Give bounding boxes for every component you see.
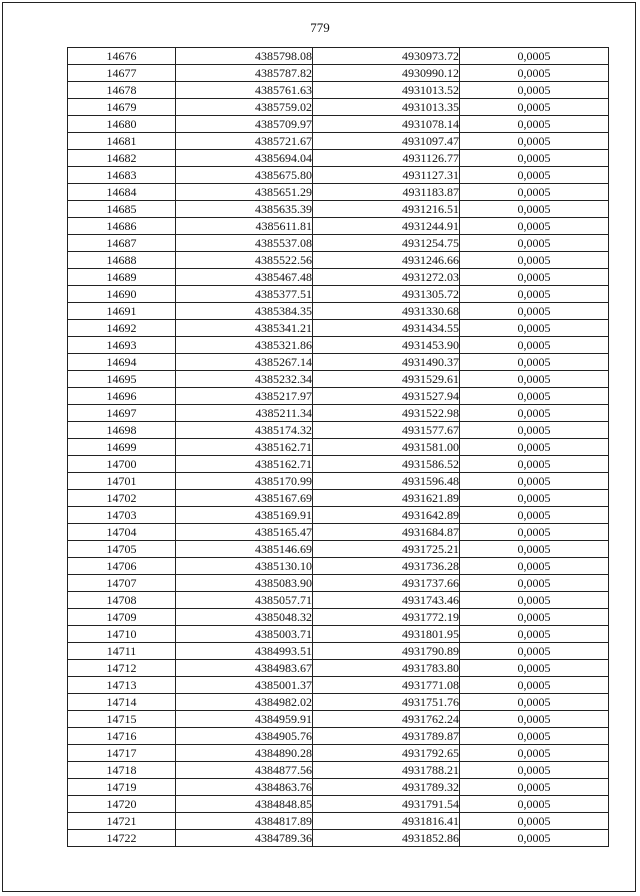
point-id-cell: 14717 (68, 745, 176, 762)
table-row (68, 252, 609, 269)
point-id-cell: 14715 (68, 711, 176, 728)
table-row (68, 201, 609, 218)
tolerance-cell: 0,0005 (460, 524, 609, 541)
y-coordinate-cell: 4931577.67 (313, 422, 460, 439)
x-coordinate-cell: 4385467.48 (176, 269, 313, 286)
x-coordinate-cell: 4385651.29 (176, 184, 313, 201)
point-id-cell: 14714 (68, 694, 176, 711)
y-coordinate-cell: 4930973.72 (313, 48, 460, 65)
tolerance-cell: 0,0005 (460, 677, 609, 694)
table-row (68, 456, 609, 473)
x-coordinate-cell: 4384848.85 (176, 796, 313, 813)
x-coordinate-cell: 4384863.76 (176, 779, 313, 796)
table-row (68, 592, 609, 609)
point-id-cell: 14703 (68, 507, 176, 524)
y-coordinate-cell: 4931737.66 (313, 575, 460, 592)
x-coordinate-cell: 4385341.21 (176, 320, 313, 337)
y-coordinate-cell: 4931751.76 (313, 694, 460, 711)
table-row (68, 694, 609, 711)
table-row (68, 405, 609, 422)
tolerance-cell: 0,0005 (460, 99, 609, 116)
table-row (68, 184, 609, 201)
tolerance-cell: 0,0005 (460, 252, 609, 269)
y-coordinate-cell: 4931183.87 (313, 184, 460, 201)
point-id-cell: 14712 (68, 660, 176, 677)
y-coordinate-cell: 4931725.21 (313, 541, 460, 558)
tolerance-cell: 0,0005 (460, 116, 609, 133)
x-coordinate-cell: 4385146.69 (176, 541, 313, 558)
x-coordinate-cell: 4385377.51 (176, 286, 313, 303)
x-coordinate-cell: 4384789.36 (176, 830, 313, 847)
y-coordinate-cell: 4931527.94 (313, 388, 460, 405)
table-row (68, 507, 609, 524)
tolerance-cell: 0,0005 (460, 473, 609, 490)
tolerance-cell: 0,0005 (460, 626, 609, 643)
point-id-cell: 14711 (68, 643, 176, 660)
tolerance-cell: 0,0005 (460, 728, 609, 745)
y-coordinate-cell: 4931244.91 (313, 218, 460, 235)
table-row (68, 388, 609, 405)
y-coordinate-cell: 4930990.12 (313, 65, 460, 82)
table-row (68, 354, 609, 371)
table-row (68, 643, 609, 660)
tolerance-cell: 0,0005 (460, 167, 609, 184)
tolerance-cell: 0,0005 (460, 82, 609, 99)
tolerance-cell: 0,0005 (460, 405, 609, 422)
x-coordinate-cell: 4385694.04 (176, 150, 313, 167)
table-row (68, 558, 609, 575)
tolerance-cell: 0,0005 (460, 150, 609, 167)
table-row (68, 490, 609, 507)
x-coordinate-cell: 4385167.69 (176, 490, 313, 507)
table-row (68, 133, 609, 150)
tolerance-cell: 0,0005 (460, 337, 609, 354)
x-coordinate-cell: 4384817.89 (176, 813, 313, 830)
x-coordinate-cell: 4385721.67 (176, 133, 313, 150)
table-row (68, 48, 609, 65)
point-id-cell: 14720 (68, 796, 176, 813)
y-coordinate-cell: 4931684.87 (313, 524, 460, 541)
table-row (68, 337, 609, 354)
y-coordinate-cell: 4931789.87 (313, 728, 460, 745)
y-coordinate-cell: 4931013.52 (313, 82, 460, 99)
tolerance-cell: 0,0005 (460, 218, 609, 235)
coordinates-table-body (68, 48, 609, 847)
table-row (68, 728, 609, 745)
y-coordinate-cell: 4931078.14 (313, 116, 460, 133)
y-coordinate-cell: 4931783.80 (313, 660, 460, 677)
y-coordinate-cell: 4931788.21 (313, 762, 460, 779)
point-id-cell: 14709 (68, 609, 176, 626)
x-coordinate-cell: 4385537.08 (176, 235, 313, 252)
tolerance-cell: 0,0005 (460, 48, 609, 65)
x-coordinate-cell: 4385165.47 (176, 524, 313, 541)
point-id-cell: 14689 (68, 269, 176, 286)
x-coordinate-cell: 4385635.39 (176, 201, 313, 218)
tolerance-cell: 0,0005 (460, 354, 609, 371)
y-coordinate-cell: 4931736.28 (313, 558, 460, 575)
y-coordinate-cell: 4931126.77 (313, 150, 460, 167)
x-coordinate-cell: 4385130.10 (176, 558, 313, 575)
point-id-cell: 14719 (68, 779, 176, 796)
point-id-cell: 14702 (68, 490, 176, 507)
tolerance-cell: 0,0005 (460, 422, 609, 439)
table-row (68, 303, 609, 320)
point-id-cell: 14681 (68, 133, 176, 150)
point-id-cell: 14680 (68, 116, 176, 133)
y-coordinate-cell: 4931596.48 (313, 473, 460, 490)
x-coordinate-cell: 4385048.32 (176, 609, 313, 626)
point-id-cell: 14697 (68, 405, 176, 422)
table-row (68, 745, 609, 762)
x-coordinate-cell: 4385384.35 (176, 303, 313, 320)
y-coordinate-cell: 4931272.03 (313, 269, 460, 286)
y-coordinate-cell: 4931097.47 (313, 133, 460, 150)
tolerance-cell: 0,0005 (460, 286, 609, 303)
point-id-cell: 14691 (68, 303, 176, 320)
table-row (68, 575, 609, 592)
x-coordinate-cell: 4385798.08 (176, 48, 313, 65)
x-coordinate-cell: 4385211.34 (176, 405, 313, 422)
point-id-cell: 14713 (68, 677, 176, 694)
table-row (68, 660, 609, 677)
y-coordinate-cell: 4931789.32 (313, 779, 460, 796)
table-row (68, 609, 609, 626)
table-row (68, 235, 609, 252)
x-coordinate-cell: 4385217.97 (176, 388, 313, 405)
x-coordinate-cell: 4385267.14 (176, 354, 313, 371)
y-coordinate-cell: 4931305.72 (313, 286, 460, 303)
x-coordinate-cell: 4385522.56 (176, 252, 313, 269)
table-row (68, 626, 609, 643)
y-coordinate-cell: 4931772.19 (313, 609, 460, 626)
table-row (68, 813, 609, 830)
x-coordinate-cell: 4385001.37 (176, 677, 313, 694)
table-row (68, 711, 609, 728)
x-coordinate-cell: 4384890.28 (176, 745, 313, 762)
x-coordinate-cell: 4384982.02 (176, 694, 313, 711)
point-id-cell: 14718 (68, 762, 176, 779)
point-id-cell: 14705 (68, 541, 176, 558)
y-coordinate-cell: 4931216.51 (313, 201, 460, 218)
table-row (68, 167, 609, 184)
tolerance-cell: 0,0005 (460, 303, 609, 320)
point-id-cell: 14685 (68, 201, 176, 218)
tolerance-cell: 0,0005 (460, 762, 609, 779)
y-coordinate-cell: 4931490.37 (313, 354, 460, 371)
table-row (68, 473, 609, 490)
point-id-cell: 14683 (68, 167, 176, 184)
tolerance-cell: 0,0005 (460, 660, 609, 677)
y-coordinate-cell: 4931790.89 (313, 643, 460, 660)
coordinates-table (67, 47, 609, 847)
tolerance-cell: 0,0005 (460, 575, 609, 592)
table-row (68, 541, 609, 558)
point-id-cell: 14698 (68, 422, 176, 439)
table-row (68, 269, 609, 286)
tolerance-cell: 0,0005 (460, 643, 609, 660)
tolerance-cell: 0,0005 (460, 830, 609, 847)
tolerance-cell: 0,0005 (460, 133, 609, 150)
point-id-cell: 14695 (68, 371, 176, 388)
tolerance-cell: 0,0005 (460, 490, 609, 507)
tolerance-cell: 0,0005 (460, 796, 609, 813)
x-coordinate-cell: 4385057.71 (176, 592, 313, 609)
tolerance-cell: 0,0005 (460, 235, 609, 252)
tolerance-cell: 0,0005 (460, 609, 609, 626)
point-id-cell: 14721 (68, 813, 176, 830)
tolerance-cell: 0,0005 (460, 269, 609, 286)
tolerance-cell: 0,0005 (460, 184, 609, 201)
point-id-cell: 14701 (68, 473, 176, 490)
y-coordinate-cell: 4931330.68 (313, 303, 460, 320)
point-id-cell: 14686 (68, 218, 176, 235)
tolerance-cell: 0,0005 (460, 65, 609, 82)
y-coordinate-cell: 4931246.66 (313, 252, 460, 269)
x-coordinate-cell: 4384905.76 (176, 728, 313, 745)
y-coordinate-cell: 4931434.55 (313, 320, 460, 337)
tolerance-cell: 0,0005 (460, 388, 609, 405)
point-id-cell: 14682 (68, 150, 176, 167)
point-id-cell: 14692 (68, 320, 176, 337)
tolerance-cell: 0,0005 (460, 371, 609, 388)
tolerance-cell: 0,0005 (460, 558, 609, 575)
y-coordinate-cell: 4931586.52 (313, 456, 460, 473)
point-id-cell: 14693 (68, 337, 176, 354)
table-row (68, 830, 609, 847)
tolerance-cell: 0,0005 (460, 541, 609, 558)
x-coordinate-cell: 4385162.71 (176, 439, 313, 456)
point-id-cell: 14706 (68, 558, 176, 575)
x-coordinate-cell: 4385162.71 (176, 456, 313, 473)
tolerance-cell: 0,0005 (460, 813, 609, 830)
tolerance-cell: 0,0005 (460, 201, 609, 218)
tolerance-cell: 0,0005 (460, 694, 609, 711)
x-coordinate-cell: 4385170.99 (176, 473, 313, 490)
point-id-cell: 14716 (68, 728, 176, 745)
y-coordinate-cell: 4931453.90 (313, 337, 460, 354)
table-row (68, 796, 609, 813)
y-coordinate-cell: 4931816.41 (313, 813, 460, 830)
tolerance-cell: 0,0005 (460, 779, 609, 796)
point-id-cell: 14687 (68, 235, 176, 252)
x-coordinate-cell: 4384959.91 (176, 711, 313, 728)
table-row (68, 320, 609, 337)
table-row (68, 286, 609, 303)
x-coordinate-cell: 4385611.81 (176, 218, 313, 235)
tolerance-cell: 0,0005 (460, 592, 609, 609)
point-id-cell: 14688 (68, 252, 176, 269)
y-coordinate-cell: 4931013.35 (313, 99, 460, 116)
table-row (68, 150, 609, 167)
x-coordinate-cell: 4384877.56 (176, 762, 313, 779)
point-id-cell: 14684 (68, 184, 176, 201)
point-id-cell: 14678 (68, 82, 176, 99)
y-coordinate-cell: 4931127.31 (313, 167, 460, 184)
y-coordinate-cell: 4931743.46 (313, 592, 460, 609)
table-row (68, 371, 609, 388)
table-row (68, 439, 609, 456)
point-id-cell: 14677 (68, 65, 176, 82)
table-row (68, 99, 609, 116)
y-coordinate-cell: 4931581.00 (313, 439, 460, 456)
point-id-cell: 14710 (68, 626, 176, 643)
x-coordinate-cell: 4385003.71 (176, 626, 313, 643)
y-coordinate-cell: 4931762.24 (313, 711, 460, 728)
x-coordinate-cell: 4384993.51 (176, 643, 313, 660)
y-coordinate-cell: 4931791.54 (313, 796, 460, 813)
point-id-cell: 14690 (68, 286, 176, 303)
x-coordinate-cell: 4385232.34 (176, 371, 313, 388)
x-coordinate-cell: 4385787.82 (176, 65, 313, 82)
table-row (68, 677, 609, 694)
table-row (68, 218, 609, 235)
tolerance-cell: 0,0005 (460, 439, 609, 456)
x-coordinate-cell: 4385083.90 (176, 575, 313, 592)
tolerance-cell: 0,0005 (460, 745, 609, 762)
y-coordinate-cell: 4931771.08 (313, 677, 460, 694)
point-id-cell: 14704 (68, 524, 176, 541)
x-coordinate-cell: 4385169.91 (176, 507, 313, 524)
y-coordinate-cell: 4931529.61 (313, 371, 460, 388)
y-coordinate-cell: 4931254.75 (313, 235, 460, 252)
x-coordinate-cell: 4385174.32 (176, 422, 313, 439)
table-row (68, 422, 609, 439)
tolerance-cell: 0,0005 (460, 456, 609, 473)
point-id-cell: 14694 (68, 354, 176, 371)
x-coordinate-cell: 4385759.02 (176, 99, 313, 116)
y-coordinate-cell: 4931852.86 (313, 830, 460, 847)
point-id-cell: 14707 (68, 575, 176, 592)
tolerance-cell: 0,0005 (460, 507, 609, 524)
point-id-cell: 14722 (68, 830, 176, 847)
tolerance-cell: 0,0005 (460, 711, 609, 728)
point-id-cell: 14696 (68, 388, 176, 405)
table-row (68, 65, 609, 82)
point-id-cell: 14679 (68, 99, 176, 116)
y-coordinate-cell: 4931642.89 (313, 507, 460, 524)
y-coordinate-cell: 4931522.98 (313, 405, 460, 422)
x-coordinate-cell: 4385321.86 (176, 337, 313, 354)
tolerance-cell: 0,0005 (460, 320, 609, 337)
table-row (68, 116, 609, 133)
y-coordinate-cell: 4931621.89 (313, 490, 460, 507)
table-row (68, 779, 609, 796)
point-id-cell: 14708 (68, 592, 176, 609)
y-coordinate-cell: 4931801.95 (313, 626, 460, 643)
point-id-cell: 14700 (68, 456, 176, 473)
point-id-cell: 14676 (68, 48, 176, 65)
table-row (68, 762, 609, 779)
y-coordinate-cell: 4931792.65 (313, 745, 460, 762)
table-row (68, 82, 609, 99)
x-coordinate-cell: 4384983.67 (176, 660, 313, 677)
x-coordinate-cell: 4385709.97 (176, 116, 313, 133)
table-row (68, 524, 609, 541)
x-coordinate-cell: 4385761.63 (176, 82, 313, 99)
point-id-cell: 14699 (68, 439, 176, 456)
page-number: 779 (310, 20, 330, 35)
x-coordinate-cell: 4385675.80 (176, 167, 313, 184)
